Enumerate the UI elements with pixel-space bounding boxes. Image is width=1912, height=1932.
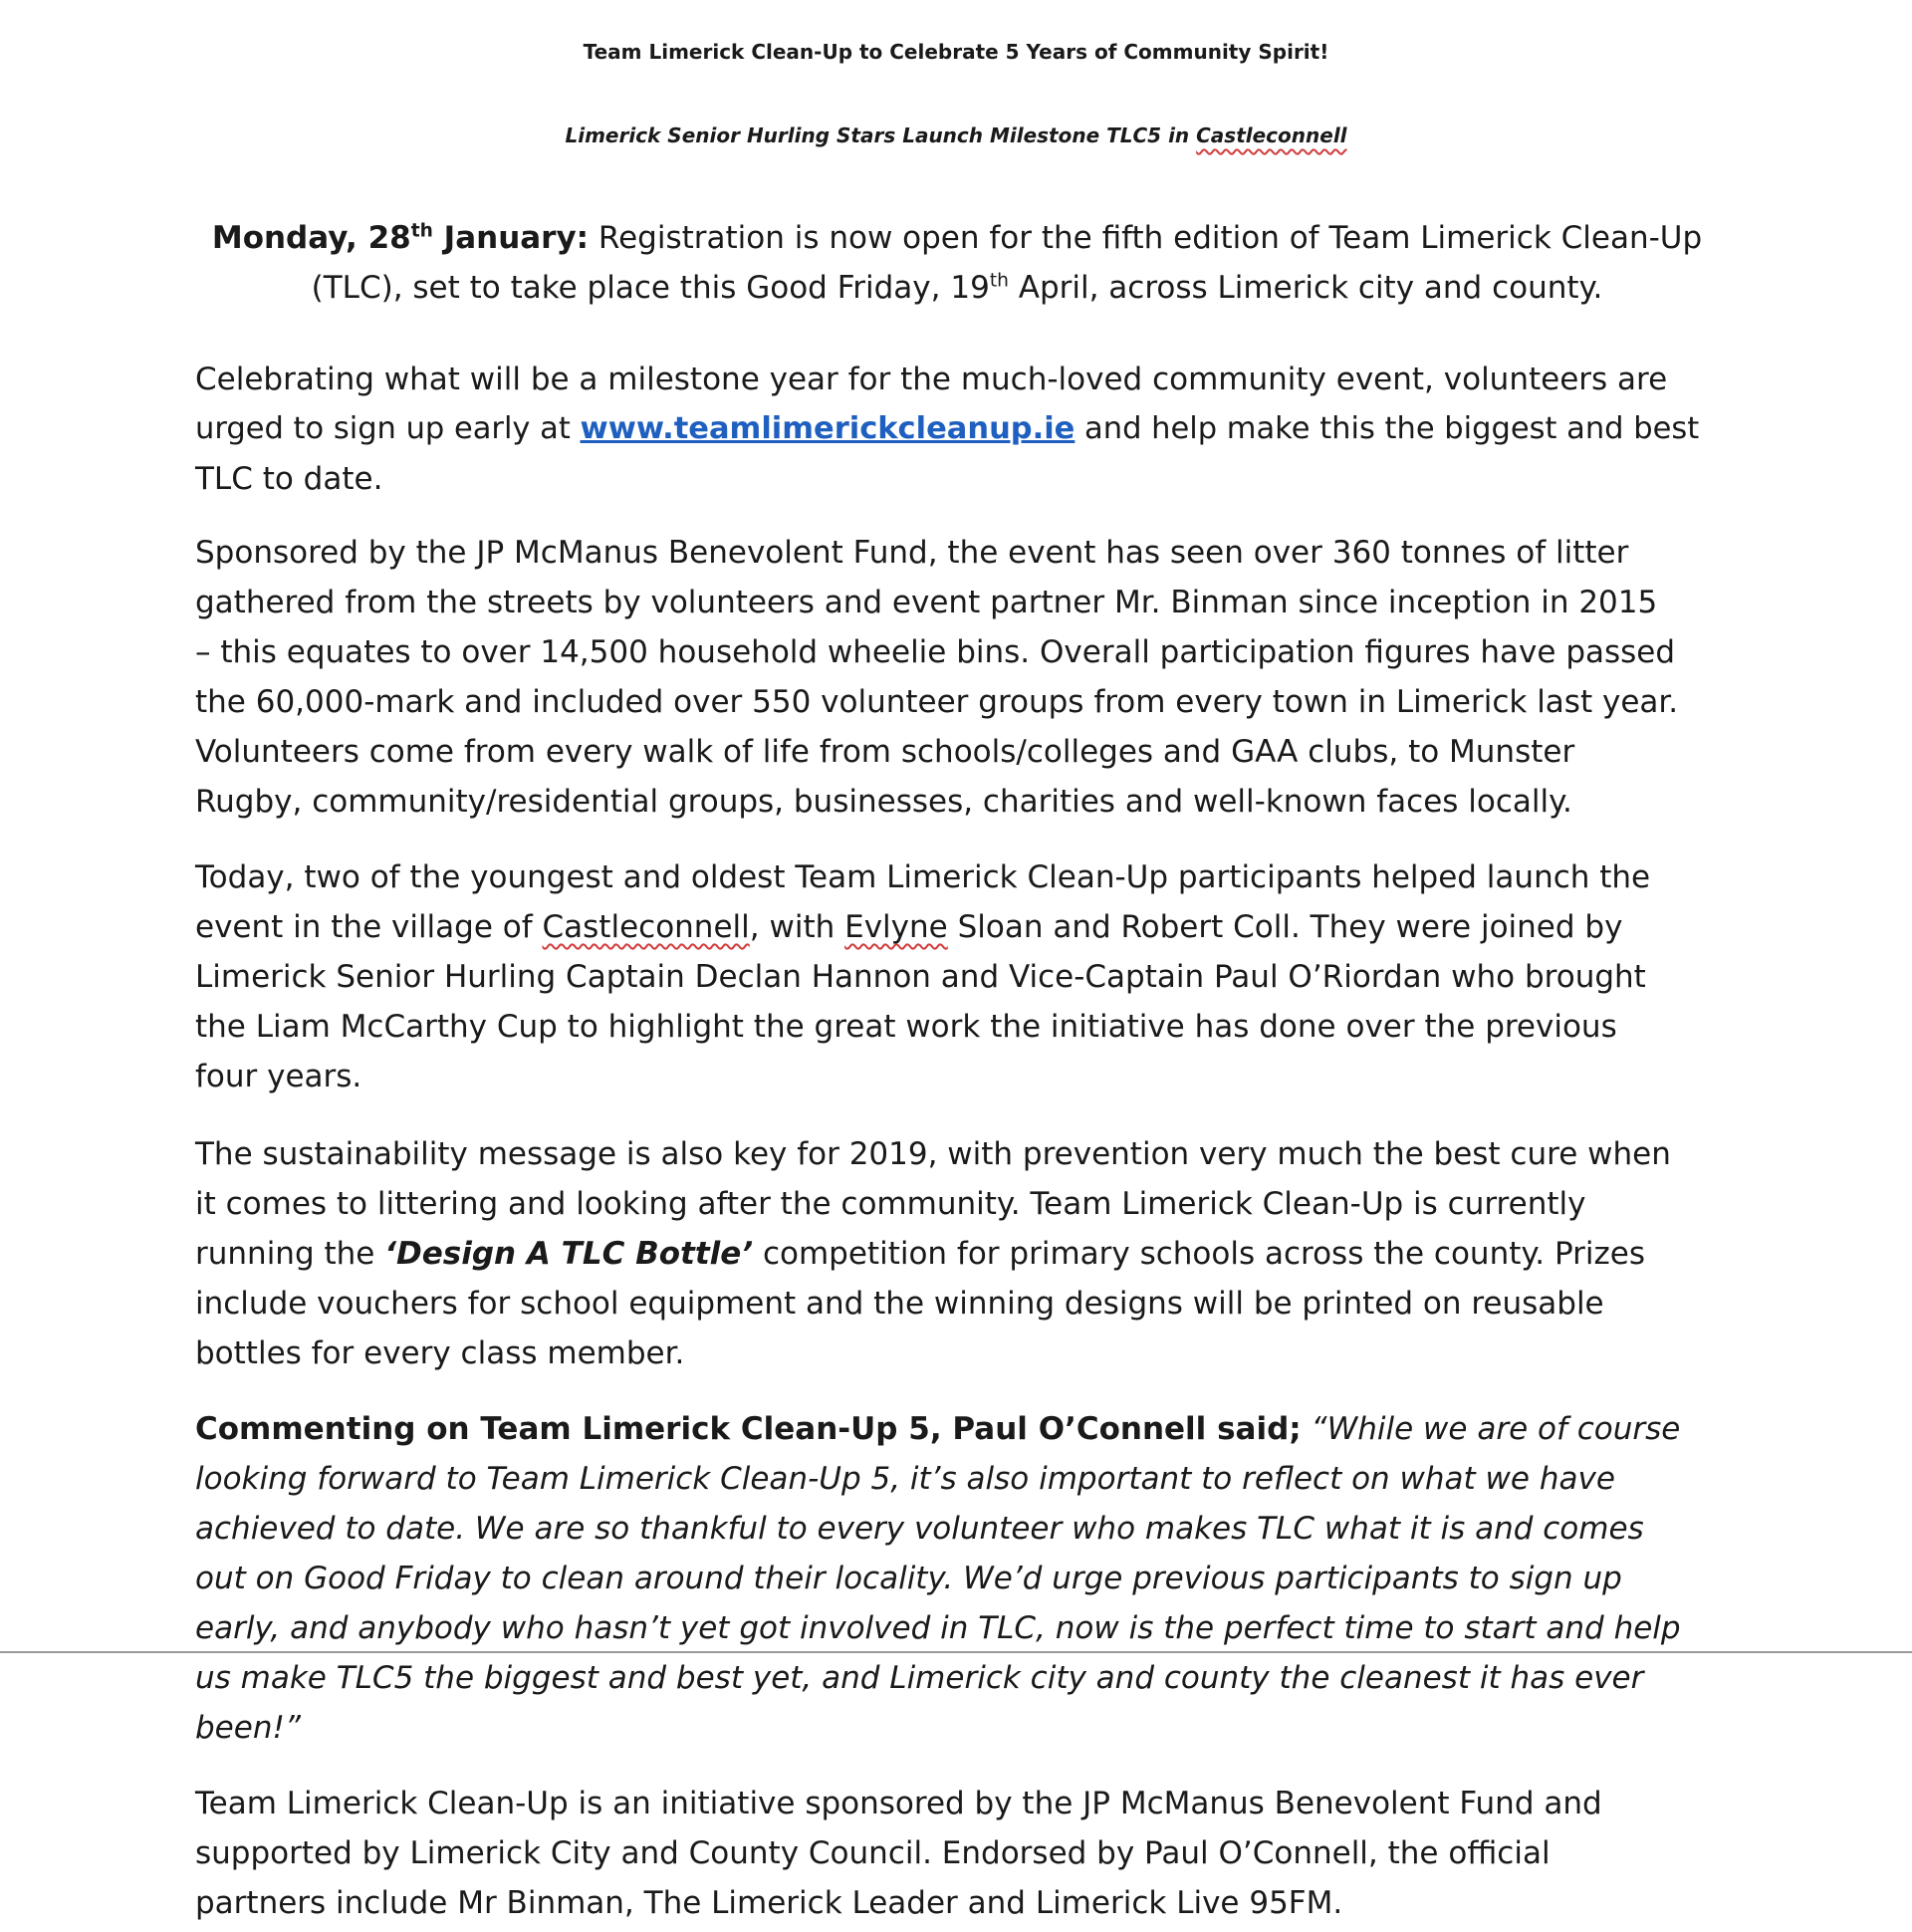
p3-line-3: Limerick Senior Hurling Captain Declan Hannon and Vice-Captain Paul O’Riordan who brought — [195, 959, 1646, 995]
p4-line-3-post: competition for primary schools across the county. Prizes — [753, 1236, 1646, 1272]
place-misspelled: Castleconnell — [542, 909, 750, 945]
date-label-end: January: — [432, 220, 590, 256]
p3-line-1: Today, two of the youngest and oldest Team Limerick Clean-Up participants helped launch the — [195, 859, 1651, 895]
p4-line-4: include vouchers for school equipment and the winning designs will be printed on reusable — [195, 1286, 1604, 1322]
p5-line-3: achieved to date. We are so thankful to every volunteer who makes TLC what it is and comes — [195, 1511, 1644, 1547]
p5-line-6: us make TLC5 the biggest and best yet, and Limerick city and county the cleanest it has ever — [195, 1660, 1644, 1696]
p6-line-2: supported by Limerick City and County Council. Endorsed by Paul O’Connell, the official — [195, 1835, 1551, 1871]
date-label-text: Monday, 28 — [211, 220, 411, 256]
page-break-divider — [0, 1651, 1912, 1653]
paragraph-1 — [195, 355, 1719, 504]
paragraph-4 — [195, 1129, 1719, 1378]
p2-line-4: the 60,000-mark and included over 550 volunteer groups from every town in Limerick last year. — [195, 684, 1679, 720]
intro-text-b-end: April, across Limerick city and county. — [1008, 270, 1603, 306]
page-title: Team Limerick Clean-Up to Celebrate 5 Years of Community Spirit! — [583, 40, 1329, 64]
p4-line-3 — [195, 1229, 1719, 1279]
p5-line-1 — [195, 1404, 1719, 1454]
p5-line-7: been!” — [195, 1710, 301, 1746]
quote-start: “While we are of course — [1301, 1411, 1681, 1447]
p2-line-3: – this equates to over 14,500 household wheelie bins. Overall participation figures have passed — [195, 634, 1676, 670]
p3-line-2-a: event in the village of — [195, 909, 543, 945]
p2-line-1: Sponsored by the JP McManus Benevolent Fund, the event has seen over 360 tonnes of litter — [195, 535, 1629, 571]
p3-line-2-c: Sloan and Robert Coll. They were joined by — [947, 909, 1623, 945]
p1-line-3: TLC to date. — [195, 461, 383, 497]
paragraph-6 — [195, 1779, 1719, 1928]
p3-line-2 — [195, 902, 1719, 952]
p2-line-6: Rugby, community/residential groups, businesses, charities and well-known faces locally. — [195, 784, 1572, 820]
p1-line-2-pre: urged to sign up early at — [195, 411, 581, 446]
p4-line-3-pre: running the — [195, 1236, 385, 1272]
website-link[interactable]: www.teamlimerickcleanup.ie — [580, 411, 1076, 446]
intro-text-b: (TLC), set to take place this Good Friday, 19 — [311, 270, 990, 306]
p1-line-2 — [195, 404, 1719, 454]
p2-line-2: gathered from the streets by volunteers and event partner Mr. Binman since inception in 2015 — [195, 585, 1658, 620]
p4-line-5: bottles for every class member. — [195, 1335, 685, 1371]
p5-line-4: out on Good Friday to clean around their locality. We’d urge previous participants to sign up — [195, 1561, 1622, 1596]
p1-line-2-post: and help make this the biggest and best — [1075, 411, 1700, 446]
p3-line-4: the Liam McCarthy Cup to highlight the great work the initiative has done over the previous — [195, 1009, 1617, 1045]
page-subtitle — [0, 123, 1912, 147]
subtitle-text: Limerick Senior Hurling Stars Launch Milestone TLC5 in — [565, 123, 1197, 147]
name-misspelled: Evlyne — [844, 909, 948, 945]
p1-line-1: Celebrating what will be a milestone year for the much-loved community event, volunteers are — [195, 362, 1668, 397]
p3-line-5: four years. — [195, 1059, 362, 1094]
p6-line-3: partners include Mr Binman, The Limerick Leader and Limerick Live 95FM. — [195, 1885, 1343, 1921]
intro-paragraph — [195, 213, 1719, 313]
date-sup: th — [410, 220, 433, 242]
paragraph-3 — [195, 852, 1719, 1101]
quote-lead: Commenting on Team Limerick Clean-Up 5, Paul O’Connell said; — [195, 1411, 1302, 1447]
p4-line-1: The sustainability message is also key for 2019, with prevention very much the best cure when — [195, 1136, 1671, 1172]
p5-line-5: early, and anybody who hasn’t yet got involved in TLC, now is the perfect time to start and help — [195, 1610, 1681, 1646]
intro-text-a: Registration is now open for the fifth edition of Team Limerick Clean-Up — [589, 220, 1703, 256]
p4-line-2: it comes to littering and looking after the community. Team Limerick Clean-Up is currently — [195, 1186, 1586, 1222]
paragraph-5-quote — [195, 1404, 1719, 1753]
subtitle-place-misspelled: Castleconnell — [1196, 123, 1347, 147]
date-label — [212, 220, 589, 256]
p3-line-2-b: , with — [749, 909, 845, 945]
p2-line-5: Volunteers come from every walk of life from schools/colleges and GAA clubs, to Munster — [195, 734, 1575, 770]
intro-sup: th — [989, 270, 1009, 292]
p5-line-2: looking forward to Team Limerick Clean-Up 5, it’s also important to reflect on what we have — [195, 1461, 1615, 1497]
intro-line-2 — [195, 263, 1719, 313]
intro-line-1 — [195, 213, 1719, 263]
paragraph-2 — [195, 528, 1719, 827]
competition-name: ‘Design A TLC Bottle’ — [384, 1236, 754, 1272]
p6-line-1: Team Limerick Clean-Up is an initiative sponsored by the JP McManus Benevolent Fund and — [195, 1786, 1602, 1821]
